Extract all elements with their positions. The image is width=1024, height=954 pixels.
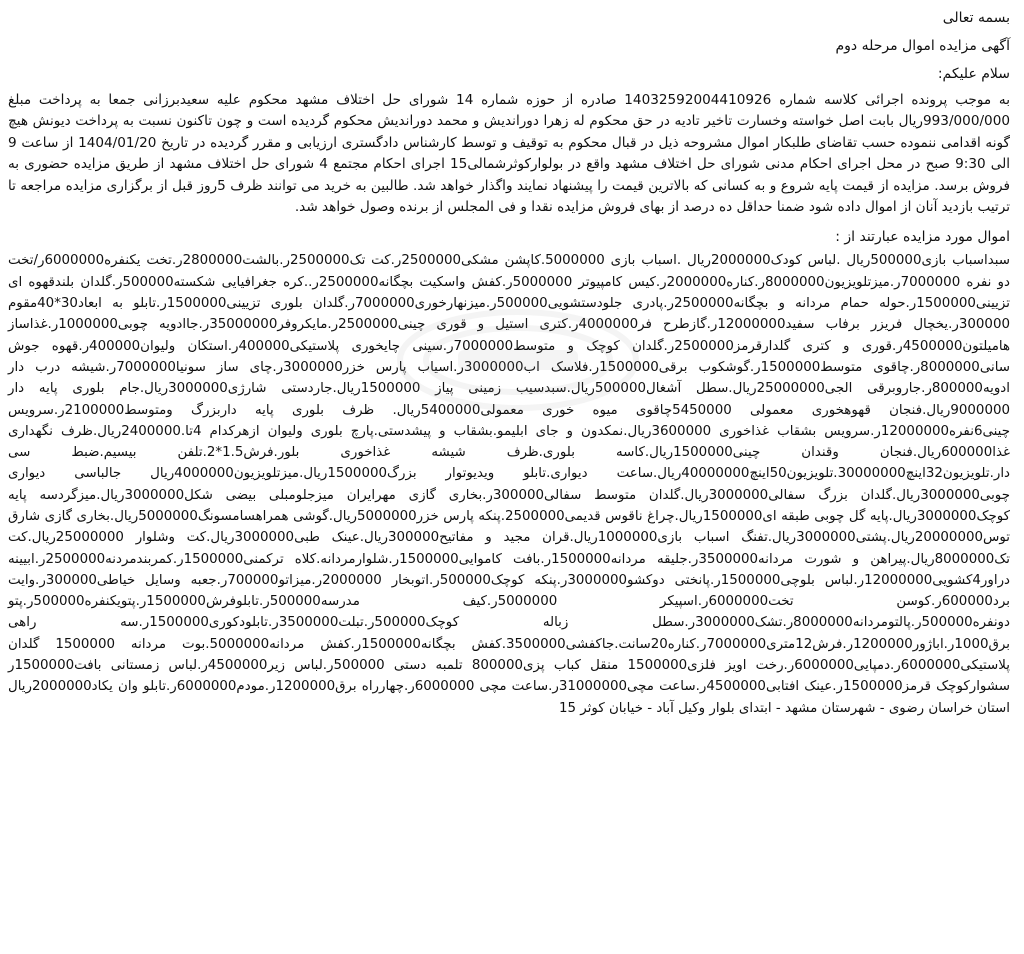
invocation: بسمه تعالی — [942, 10, 1010, 26]
notice-header — [8, 4, 1010, 88]
items-title: اموال مورد مزایده عبارتند از : — [835, 229, 1010, 246]
notice-body: به موجب پرونده اجرائی کلاسه شماره 14032592004410926 صادره از حوزه شماره 14 شورای حل اختلاف مشهد محکوم علیه سعیدبرزانی جمعا به پرداخت مبلغ 993/000/000ریال بابت اصل خواسته وخسارت تاخیر تادیه در حق محکوم له زهرا دوراندیش و محمد دوراندیش محکوم گردیده است و چون تاکنون نسبت به پرداخت دیونش هیچ گونه اقدامی ننموده حسب تقاضای طلبکار اموال مشروحه ذیل در قبال محکوم به توقیف و توسط کارشناس دادگستری ارزیابی و مقرر گردیده در تاریخ 1404/01/20 از ساعت 9 الی 9:30 صبح در محل اجرای احکام مدنی شورای حل اختلاف مشهد واقع در بولوارکوثرشمالی15 اجرای احکام مجتمع 4 شورای حل اختلاف مشهد از طریق مزایده حضوری به فروش برسد. مزایده از قیمت پایه شروع و به کسانی که بالاترین قیمت را پیشنهاد نمایند واگذار خواهد شد. طالبین به خرید می توانند ظرف 5روز قبل از برگزاری مزایده مراجعه تا ترتیب بازدید آنان از اموال داده شود ضمنا حداقل ده درصد از بهای فروش مزایده نقدا و فی المجلس از برنده وصول خواهد شد. — [8, 92, 1011, 216]
greeting: سلام علیکم: — [937, 66, 1010, 82]
notice-title: آگهی مزایده اموال مرحله دوم — [835, 38, 1010, 54]
items-text: سبداسباب بازی500000ریال .لباس کودک2000000ریال .اسباب بازی 5000000.کاپشن مشکی2500000ر.کت تک2500000ر.بالشت2800000ر.تخت یکنفره6000000ر/تخت دو نفره 7000000ر.میزتلویزیون8000000ر.کناره2000000ر.کیس کامپیوتر 5000000ر.کفش واسکیت بچگانه2500000ر..کره جغرافیایی شکسته500000ر.گلدان بلندقهوه ای تزیینی1500000ر.حوله حمام مردانه و بچگانه2500000ر.پادری جلودستشویی500000ر.میزنهارخوری7000000ر.گلدان بلوری تزیینی1500000ر.تابلو به ابعاد30*40مقوم 300000ر.یخچال فریزر برفاب سفید12000000ر.گازطرح فر4000000ر.کتری استیل و قوری چینی2500000ر.مایکروفر35000000ر.جاادویه چوبی1000000ر.غذاساز هامیلتون4500000ر.قوری و کتری گلدارقرمز2500000ر.گلدان کوچک و متوسط7000000ر.سینی چایخوری پلاستیکی400000ر.استکان ولیوان400000ر.قهوه جوش سانی8000000ر.چاقوی متوسط1500000ر.گوشکوب برقی1500000ر.فلاسک اب3000000ر.اسیاب پارس خزر3000000ر.چای ساز سونیا7000000ر.شیشه درب دار ادویه800000ر.جاروبرقی الجی25000000ریال.سطل آشغال500000ریال.سبدسیب زمینی پیاز 1500000ریال.جاردستی شارژی3000000ریال.جام بلوری پایه دار 9000000ریال.فنجان قهوهخوری معمولی 5450000چاقوی میوه خوری معمولی5400000ریال. ظرف بلوری پایه داربزرگ ومتوسط2100000ر.سرویس چینی6نفره12000000ر.سرویس بشقاب غذاخوری 3600000ریال.نمکدون و جای ابلیمو.بشقاب و پیشدستی.پارچ بلوری ولیوان ازهرکدام 4تا.2400000ریال.ظرف نگهداری غذا600000ریال.فنجان وقندان چینی1500000ریال.کاسه بلوری.ظرف شیشه غذاخوری بلور.فرش1.5*2.تلفن بیسیم.ضبط سی دار.تلویزیون32اینچ30000000.تلویزیون50اینچ40000000ریال.ساعت دیواری.تابلو ویدیوتوار بزرگ1500000ریال.میزتلویزیون4000000ریال جالباسی دیواری چوبی3000000ریال.گلدان بزرگ سفالی3000000ریال.گلدان متوسط سفالی300000ر.بخاری گازی مهرایران میزجلومبلی بیضی شکل3000000ریال.میزگردسه پایه کوچک3000000ریال.پایه گل چوبی طبقه ای1500000ریال.چراغ ناقوس قدیمی2500000.پنکه پارس خزر5000000ریال.گوشی همراهسامسونگ5000000ریال.بخاری گازی شارق توس20000000ریال.پشتی3000000ریال.تفنگ اسباب بازی1000000ریال.قران مجید و مفاتیح300000ریال.عینک طبی3000000ریال.کت وشلوار 25000000ریال.کت تک8000000ریال.پیراهن و شورت مردانه3500000ر.جلیقه مردانه1500000ر.بافت کاموایی1500000ر.شلوارمردانه.کلاه ترکمنی1500000ر.کمربندمردنه2500000ر.ابیینه دراور4کشویی12000000ر.لباس بلوچی1500000ر.پانختی دوکشو3000000ر.پنکه کوچک500000ر.اتوبخار 2000000ر.میزاتو700000ر.جعبه وسایل خیاطی300000ر.وایت برد600000ر.کوسن تخت6000000ر.اسپیکر 5000000ر.کیف مدرسه500000ر.تابلوفرش1500000ر.پتویکنفره500000ر.پتو دونفره500000ر.پالتومردانه8000000ر.تشک3000000ر.سطل زباله کوچک500000ر.تبلت3500000ر.تابلودکوری1500000ر.سه راهی برق1000ر.اباژور1200000ر.فرش12متری7000000ر.کناره20سانت.جاکفشی3500000.کفش بچگانه1500000ر.کفش مردانه5000000.بوت مردانه 1500000 گلدان پلاستیکی6000000ر.دمپایی6000000ر.رخت اویز فلزی1500000 منقل کباب پزی800000 تلمبه دستی 500000ر.لباس زیر4500000ر.لباس زمستانی بافت1500000ر سشوارکوچک قرمز1500000ر.عینک افتابی4500000ر.ساعت مچی31000000ر.ساعت مچی 6000000ر.چهارراه برق1200000ر.مودم6000000ر.تابلو وان یکاد2000000ریال استان خراسان رضوی - شهرستان مشهد - ابتدای بلوار وکیل آباد - خیابان کوثر 15 — [8, 253, 1011, 716]
